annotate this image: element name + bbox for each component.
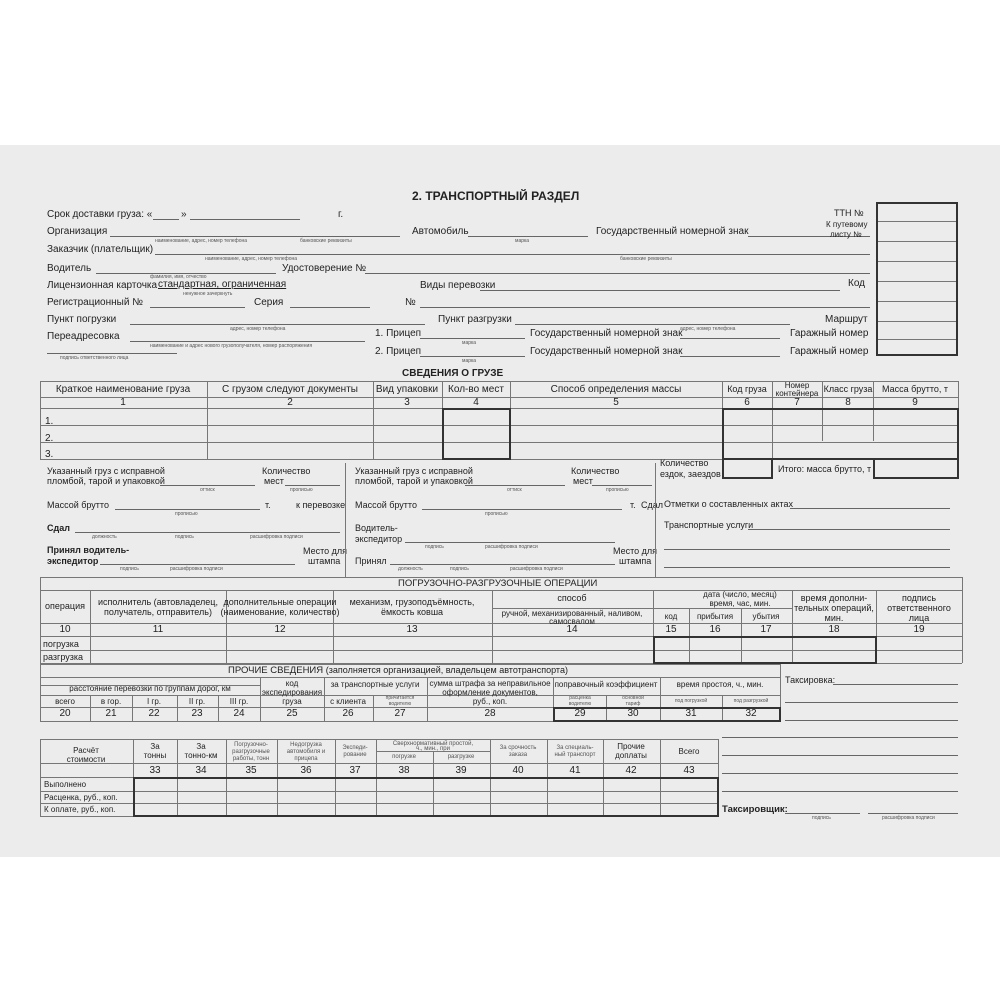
reg-number-label: Регистрационный № <box>47 297 143 308</box>
cargo-section-title: СВЕДЕНИЯ О ГРУЗЕ <box>402 368 504 379</box>
trailer-2-field[interactable] <box>420 356 525 357</box>
left-inwords-hint: прописью <box>290 487 313 493</box>
other-group-1: I гр. <box>146 697 162 706</box>
calc-num-39: 39 <box>455 765 467 776</box>
cargo-num-4: 4 <box>473 397 479 408</box>
right-handed-label: Сдал <box>641 500 664 510</box>
waybill-label-1: К путевому <box>826 220 868 229</box>
calc-42-b: доплаты <box>615 751 647 760</box>
bank-details-hint: банковские реквизиты <box>300 238 352 244</box>
trailer-1-plate-label: Государственный номерной знак <box>530 328 683 339</box>
ops-num-15: 15 <box>665 624 677 635</box>
calc-row-pay: К оплате, руб., коп. <box>44 805 116 814</box>
trailer-1-label: 1. Прицеп <box>375 328 422 339</box>
right-seal: пломбой, тарой и упаковкой <box>355 476 473 486</box>
loading-point-label: Пункт погрузки <box>47 314 117 325</box>
cargo-num-2: 2 <box>287 397 293 408</box>
other-services: за транспортные услуги <box>330 680 420 689</box>
other-in-city: в гор. <box>100 697 122 706</box>
other-num-27: 27 <box>394 708 406 719</box>
calc-num-35: 35 <box>245 765 257 776</box>
license-card-label: Лицензионная карточка <box>47 280 158 291</box>
trailer-2-brand-hint: марка <box>462 358 477 364</box>
ops-row-loading: погрузка <box>43 639 79 649</box>
other-forwarding-3: груза <box>282 697 302 706</box>
calc-row-rate: Расценка, руб., коп. <box>44 793 118 802</box>
calc-values-box[interactable] <box>133 777 719 817</box>
calc-34-b: тонно-км <box>184 751 218 760</box>
transport-kinds-label: Виды перевозки <box>420 280 496 291</box>
calc-40-b: заказа <box>508 752 528 758</box>
other-distance: расстояние перевозки по группам дорог, км <box>69 684 231 693</box>
left-accepted-1: Принял водитель- <box>47 545 130 555</box>
form-sheet <box>0 145 1000 857</box>
reg-number-field[interactable] <box>150 307 245 308</box>
cargo-total-box[interactable] <box>722 458 773 479</box>
delivery-term-label: Срок доставки груза: « <box>47 209 153 220</box>
calc-head-2: стоимости <box>66 755 106 764</box>
cargo-num-8: 8 <box>845 397 851 408</box>
organization-field[interactable] <box>110 236 400 237</box>
other-to-driver-1: причитается <box>385 695 415 701</box>
calc-33-a: За <box>150 742 160 751</box>
ops-time-box[interactable] <box>653 636 877 664</box>
other-total: всего <box>55 697 75 706</box>
trailer-2-plate-field[interactable] <box>680 356 780 357</box>
right-decode-hint: расшифровка подписи <box>485 544 538 550</box>
other-group-3: III гр. <box>229 697 249 706</box>
cargo-places-box[interactable] <box>442 408 511 460</box>
cargo-col-name: Краткое наименование груза <box>55 384 191 395</box>
ops-col-sign-1: подпись <box>901 593 937 603</box>
cargo-codes-box[interactable] <box>722 408 959 460</box>
other-forwarding-2: экспедирования <box>261 688 323 697</box>
left-gross-inwords: прописью <box>175 511 198 517</box>
calc-num-42: 42 <box>625 765 637 776</box>
taxing-field[interactable] <box>833 684 958 685</box>
ops-col-arrival: прибытия <box>696 612 734 621</box>
ops-col-mech-1: механизм, грузоподъёмность, <box>349 597 475 607</box>
calc-38-a: Сверхнормативный простой, <box>392 741 474 747</box>
certificate-field[interactable] <box>365 273 870 274</box>
calc-num-40: 40 <box>512 765 524 776</box>
ops-col-executor-1: исполнитель (автовладелец, <box>98 597 218 607</box>
responsible-signature-hint: подпись ответственного лица <box>60 355 129 361</box>
ops-num-10: 10 <box>59 624 71 635</box>
ops-num-13: 13 <box>406 624 418 635</box>
left-signature-hint: подпись <box>175 534 194 540</box>
trailer-2-label: 2. Прицеп <box>375 346 422 357</box>
right-signature2-hint: подпись <box>450 566 469 572</box>
cargo-col-gross: Масса брутто, т <box>882 384 948 394</box>
cargo-total-gross-box[interactable] <box>873 458 959 479</box>
other-num-29: 29 <box>574 708 586 719</box>
other-num-32: 32 <box>745 708 757 719</box>
form-title: 2. ТРАНСПОРТНЫЙ РАЗДЕЛ <box>412 189 580 203</box>
acts-field[interactable] <box>790 508 950 509</box>
trailer-1-field[interactable] <box>420 338 525 339</box>
trailer-2-plate-label: Государственный номерной знак <box>530 346 683 357</box>
other-base-tariff-2: тариф <box>625 701 641 707</box>
ttn-box[interactable] <box>876 202 958 356</box>
cargo-num-5: 5 <box>613 397 619 408</box>
customer-hint: наименование, адрес, номер телефона <box>205 256 298 262</box>
brand-hint: марка <box>515 238 530 244</box>
other-num-21: 21 <box>105 708 117 719</box>
trips-label-2: ездок, заездов <box>660 469 721 479</box>
other-num-31: 31 <box>685 708 697 719</box>
redirect-label: Переадресовка <box>47 331 120 342</box>
other-num-23: 23 <box>191 708 203 719</box>
calc-41-a: За специаль- <box>556 745 594 751</box>
loading-point-field[interactable] <box>130 324 425 325</box>
left-qty-label: Количество <box>262 466 311 476</box>
ops-num-18: 18 <box>828 624 840 635</box>
other-forwarding-1: код <box>285 679 299 688</box>
other-num-20: 20 <box>59 708 71 719</box>
series-field[interactable] <box>290 307 370 308</box>
other-num-22: 22 <box>148 708 160 719</box>
other-fine-2: оформление документов, <box>442 688 538 697</box>
calc-33-b: тонны <box>143 751 167 760</box>
number-sign: № <box>405 297 416 308</box>
right-gross-label: Массой брутто <box>355 500 417 510</box>
redirect-field[interactable] <box>130 341 365 342</box>
delivery-day-field[interactable] <box>153 219 179 220</box>
left-imprint-hint: оттиск <box>200 487 215 493</box>
driver-hint: фамилия, имя, отчество <box>150 274 207 280</box>
delivery-date-field[interactable] <box>190 219 300 220</box>
trailer-2-garage-label: Гаражный номер <box>790 346 869 357</box>
ops-num-16: 16 <box>709 624 721 635</box>
other-title <box>228 666 568 676</box>
trailer-1-plate-field[interactable] <box>680 338 780 339</box>
calc-num-41: 41 <box>569 765 581 776</box>
calc-35-b: разгрузочные <box>232 749 270 755</box>
calc-36-a: Недогрузка <box>290 742 322 748</box>
right-inwords-hint: прописью <box>606 487 629 493</box>
right-qty-label: Количество <box>571 466 620 476</box>
left-gross-label: Массой брутто <box>47 500 109 510</box>
other-fine-3: руб., коп. <box>472 697 508 706</box>
organization-hint: наименование, адрес, номер телефона <box>155 238 248 244</box>
loading-hint: адрес, номер телефона <box>230 326 286 332</box>
calc-37-b: рование <box>343 752 367 758</box>
right-imprint-hint: оттиск <box>507 487 522 493</box>
calc-36-b: автомобиля и <box>286 749 326 755</box>
vehicle-label: Автомобиль <box>412 226 469 237</box>
calc-num-34: 34 <box>195 765 207 776</box>
other-num-25: 25 <box>286 708 298 719</box>
ops-col-sign-2: ответственного <box>887 603 951 613</box>
cargo-col-places: Кол-во мест <box>448 384 504 395</box>
ops-col-operation: операция <box>45 601 85 611</box>
calc-num-33: 33 <box>149 765 161 776</box>
left-stamp-1: Место для <box>303 546 348 556</box>
calc-34-a: За <box>196 742 206 751</box>
ops-num-17: 17 <box>760 624 772 635</box>
services-field[interactable] <box>748 529 950 530</box>
left-seal: пломбой, тарой и упаковкой <box>47 476 165 486</box>
left-good-cargo: Указанный груз с исправной <box>47 466 165 476</box>
right-accepted-label: Принял <box>355 556 387 566</box>
transport-kinds-field[interactable] <box>480 290 840 291</box>
calc-38-b: ч., мин., при <box>416 746 450 752</box>
left-signature2-hint: подпись <box>120 566 139 572</box>
organization-label: Организация <box>47 226 108 237</box>
ttn-label: ТТН № <box>834 208 864 218</box>
other-from-client: с клиента <box>330 697 366 706</box>
other-num-26: 26 <box>342 708 354 719</box>
calc-35-a: Погрузочно- <box>234 742 268 748</box>
ops-col-extratime-2: тельных операций, <box>794 603 874 613</box>
ops-col-executor-2: получатель, отправитель) <box>104 607 212 617</box>
other-title-main: ПРОЧИЕ СВЕДЕНИЯ <box>228 665 324 676</box>
right-good-cargo: Указанный груз с исправной <box>355 466 473 476</box>
other-num-28: 28 <box>484 708 496 719</box>
ops-col-extratime-3: мин. <box>824 613 844 623</box>
ops-col-departure: убытия <box>752 612 780 621</box>
cargo-col-package: Вид упаковки <box>375 384 439 395</box>
ops-num-14: 14 <box>566 624 578 635</box>
left-handed-label: Сдал <box>47 523 70 533</box>
left-places-label: мест <box>264 476 284 486</box>
customer-field[interactable] <box>155 254 870 255</box>
other-fine-1: сумма штрафа за неправильное <box>429 679 551 688</box>
calc-row-done: Выполнено <box>44 780 87 789</box>
ops-col-extratime-1: время дополни- <box>800 593 868 603</box>
calc-41-b: ный транспорт <box>554 752 596 758</box>
ops-num-11: 11 <box>152 624 164 635</box>
taxer-decode-field[interactable] <box>868 813 958 814</box>
calc-42-a: Прочие <box>617 742 645 751</box>
calc-37-a: Экспеди- <box>342 745 368 751</box>
cargo-row-1: 1. <box>45 416 54 427</box>
right-gross-inwords: прописью <box>485 511 508 517</box>
certificate-label: Удостоверение № <box>282 263 367 274</box>
right-t-label: т. <box>630 500 636 510</box>
trips-label-1: Количество <box>660 458 709 468</box>
delivery-quote: » <box>181 209 187 220</box>
ops-num-12: 12 <box>274 624 286 635</box>
unloading-hint: адрес, номер телефона <box>680 326 736 332</box>
left-accepted-2: экспедитор <box>47 556 99 566</box>
cargo-row-3: 3. <box>45 449 54 460</box>
taxing-label: Таксировка: <box>785 675 836 685</box>
route-label: Маршрут <box>825 314 868 325</box>
calc-num-36: 36 <box>300 765 312 776</box>
ops-col-method-sub: ручной, механизированный, наливом, самосвалом <box>501 609 643 626</box>
ops-col-datetime-1: дата (число, месяц) <box>703 590 777 599</box>
cargo-col-code: Код груза <box>727 384 767 394</box>
taxer-signature-hint: подпись <box>812 815 831 821</box>
license-card-value: стандартная, ограниченная <box>158 279 287 290</box>
services-label: Транспортные услуги <box>664 520 754 530</box>
ops-row-unloading: разгрузка <box>43 652 83 662</box>
right-driver-1: Водитель- <box>355 523 398 533</box>
ops-col-datetime-2: время, час, мин. <box>709 599 771 608</box>
other-group-2: II гр. <box>188 697 206 706</box>
calc-35-c: работы, тонн <box>232 756 270 762</box>
cargo-col-container: Номер контейнера <box>775 381 819 398</box>
driver-label: Водитель <box>47 263 92 274</box>
right-signature-hint: подпись <box>425 544 444 550</box>
cargo-row-2: 2. <box>45 433 54 444</box>
calc-num-37: 37 <box>349 765 361 776</box>
other-title-note: (заполняется организацией, владельцем автотранспорта) <box>325 665 568 675</box>
cargo-col-mass-method: Способ определения массы <box>550 384 682 395</box>
responsible-signature-field[interactable] <box>47 353 177 354</box>
cargo-num-7: 7 <box>794 397 800 408</box>
other-idle: время простоя, ч., мин. <box>676 680 764 689</box>
right-stamp-2: штампа <box>619 556 652 566</box>
other-to-driver-2: водителю <box>388 701 412 707</box>
vehicle-field[interactable] <box>468 236 588 237</box>
unloading-point-field[interactable] <box>515 324 790 325</box>
other-driver-rate-2: водителю <box>568 701 592 707</box>
customer-bank-hint: банковские реквизиты <box>620 256 672 262</box>
ops-col-method: способ <box>557 593 587 603</box>
year-suffix: г. <box>338 209 344 220</box>
ops-col-extra-1: дополнительные операции <box>223 597 337 607</box>
left-t-label: т. <box>265 500 271 510</box>
other-num-24: 24 <box>233 708 245 719</box>
ops-col-mech-2: ёмкость ковша <box>380 607 444 617</box>
taxer-signature-field[interactable] <box>785 813 860 814</box>
cargo-col-docs: С грузом следуют документы <box>222 384 358 395</box>
cargo-col-class: Класс груза <box>823 384 873 394</box>
calc-num-38: 38 <box>398 765 410 776</box>
cargo-num-6: 6 <box>744 397 750 408</box>
right-places-label: мест <box>573 476 593 486</box>
other-coef: поправочный коэффициент <box>554 680 658 689</box>
calc-39-c: разгрузке <box>447 754 475 760</box>
unloading-point-label: Пункт разгрузки <box>438 314 512 325</box>
trailer-1-garage-label: Гаражный номер <box>790 328 869 339</box>
left-stamp-2: штампа <box>308 556 341 566</box>
other-under-unload: под разгрузкой <box>733 698 769 704</box>
calc-38-c: погрузке <box>392 754 416 760</box>
customer-label: Заказчик (плательщик) <box>47 244 154 255</box>
left-position-hint: должность <box>92 534 117 540</box>
calc-43: Всего <box>678 747 700 756</box>
calc-40-a: За срочность <box>499 745 537 751</box>
left-decode-hint: расшифровка подписи <box>250 534 303 540</box>
waybill-label-2: листу № <box>830 230 862 239</box>
calc-head-1: Расчёт <box>73 746 99 755</box>
cargo-num-3: 3 <box>404 397 410 408</box>
trailer-1-brand-hint: марка <box>462 340 477 346</box>
acts-label: Отметки о составленных актах <box>664 499 794 509</box>
total-gross-label: Итого: масса брутто, т <box>778 464 872 474</box>
calc-num-43: 43 <box>683 765 695 776</box>
taxer-decode-hint: расшифровка подписи <box>882 815 935 821</box>
calc-36-c: прицепа <box>294 756 318 762</box>
code-label: Код <box>848 278 866 289</box>
cargo-num-1: 1 <box>120 397 126 408</box>
other-under-load: под погрузкой <box>674 698 708 704</box>
other-num-30: 30 <box>627 708 639 719</box>
redirect-hint: наименование и адрес нового грузополучателя, номер распоряжения <box>150 343 313 349</box>
number-field[interactable] <box>420 307 870 308</box>
series-label: Серия <box>254 297 284 308</box>
right-stamp-1: Место для <box>613 546 658 556</box>
ops-title: ПОГРУЗОЧНО-РАЗГРУЗОЧНЫЕ ОПЕРАЦИИ <box>398 578 598 589</box>
other-base-tariff-1: основной <box>622 695 644 701</box>
ops-col-sign-3: лица <box>908 613 930 623</box>
cargo-num-9: 9 <box>912 397 918 408</box>
ops-col-code: код <box>664 612 678 621</box>
ops-col-extra-2: (наименование, количество) <box>220 607 340 617</box>
right-position-hint: должность <box>398 566 423 572</box>
taxer-label: Таксировщик: <box>722 804 788 815</box>
ops-num-19: 19 <box>913 624 925 635</box>
left-decode2-hint: расшифровка подписи <box>170 566 223 572</box>
state-plate-label: Государственный номерной знак <box>596 226 749 237</box>
other-driver-rate-1: расценка <box>569 695 591 701</box>
left-tocarry-label: к перевозке <box>296 500 346 510</box>
license-hint: ненужное зачеркнуть <box>183 291 233 297</box>
right-decode2-hint: расшифровка подписи <box>510 566 563 572</box>
right-driver-2: экспедитор <box>355 534 403 544</box>
